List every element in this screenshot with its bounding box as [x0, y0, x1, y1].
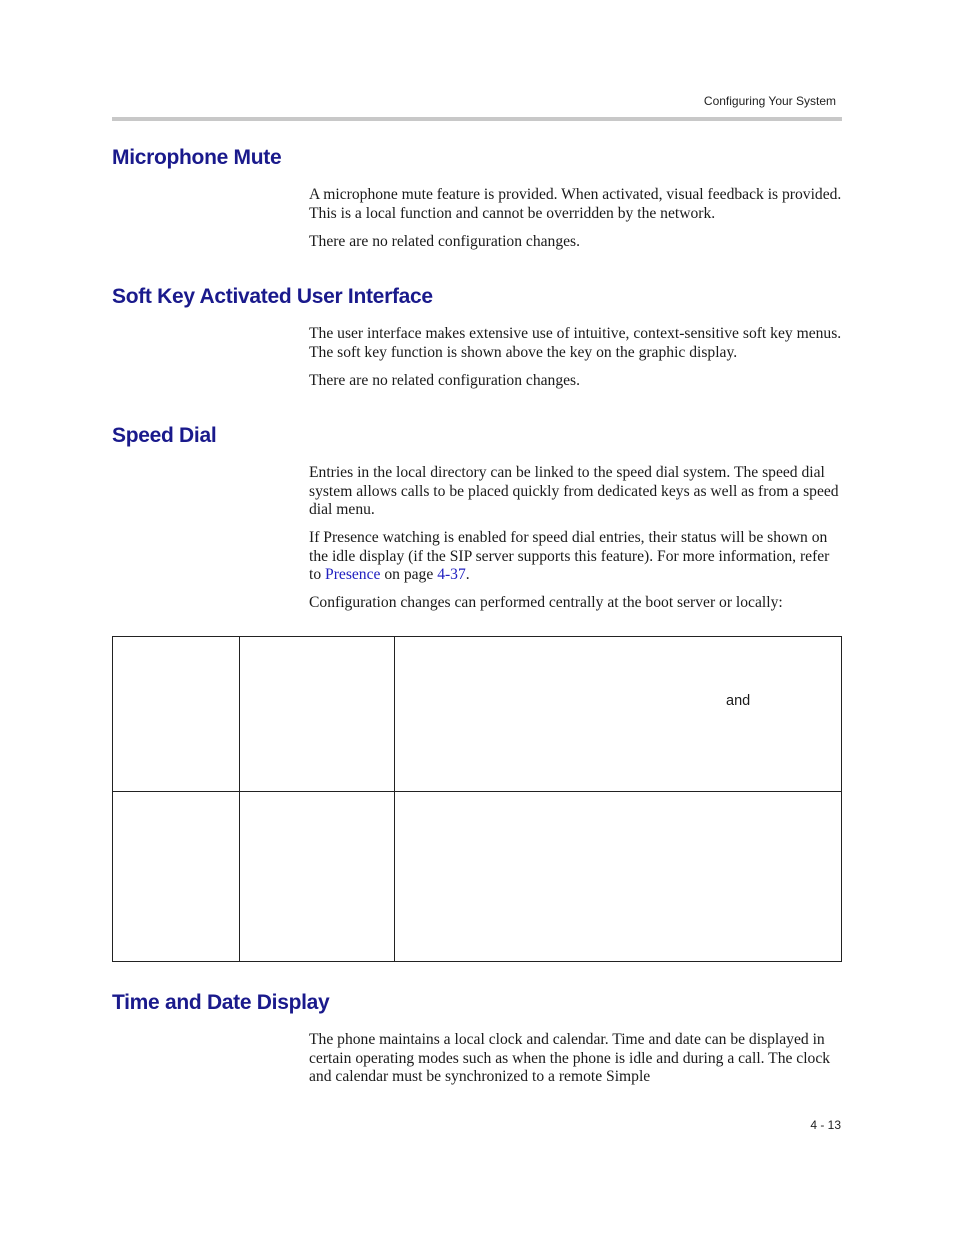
speed-dial-p2-mid: on page — [380, 566, 438, 584]
page-number: 4 - 13 — [810, 1118, 841, 1132]
speed-dial-paragraph-3: Configuration changes can performed centrally at the boot server or locally: — [309, 594, 783, 611]
header-rule — [112, 117, 842, 121]
heading-microphone-mute: Microphone Mute — [112, 146, 282, 169]
heading-soft-key-interface: Soft Key Activated User Interface — [112, 285, 433, 308]
configuration-table — [112, 636, 842, 962]
speed-dial-p2-end: . — [465, 566, 470, 584]
speed-dial-p2-text: If Presence watching is enabled for speed dial entries, their status will be shown on the idle display (if the SIP server supports this feature). For more information, refer to — [309, 529, 830, 584]
table-cell-fragment: and — [726, 693, 751, 709]
heading-time-date-display: Time and Date Display — [112, 991, 330, 1014]
microphone-mute-paragraph-2: There are no related configuration changes. — [309, 233, 581, 250]
presence-link[interactable]: Presence — [325, 566, 381, 584]
table-column-divider-1 — [239, 637, 240, 961]
speed-dial-paragraph-2 — [309, 529, 844, 585]
speed-dial-paragraph-1: Entries in the local directory can be linked to the speed dial system. The speed dial system allows calls to be placed quickly from dedicated keys as well as from a speed dial menu. — [309, 464, 839, 519]
table-column-divider-2 — [394, 637, 395, 961]
table-row-divider — [113, 791, 841, 792]
page-ref-link[interactable]: 4-37 — [437, 566, 466, 584]
soft-key-paragraph-1: The user interface makes extensive use of intuitive, context-sensitive soft key menus. The soft key function is shown above the key on the graphic display. — [309, 325, 842, 361]
time-date-paragraph-1: The phone maintains a local clock and calendar. Time and date can be displayed in certain operating modes such as when the phone is idle and during a call. The clock and calendar must be synchronized to a remote Simple — [309, 1031, 831, 1086]
running-header: Configuring Your System — [703, 94, 836, 108]
heading-speed-dial: Speed Dial — [112, 424, 217, 447]
soft-key-paragraph-2: There are no related configuration changes. — [309, 372, 581, 389]
microphone-mute-paragraph-1: A microphone mute feature is provided. When activated, visual feedback is provided. This is a local function and cannot be overridden by the network. — [309, 186, 842, 222]
